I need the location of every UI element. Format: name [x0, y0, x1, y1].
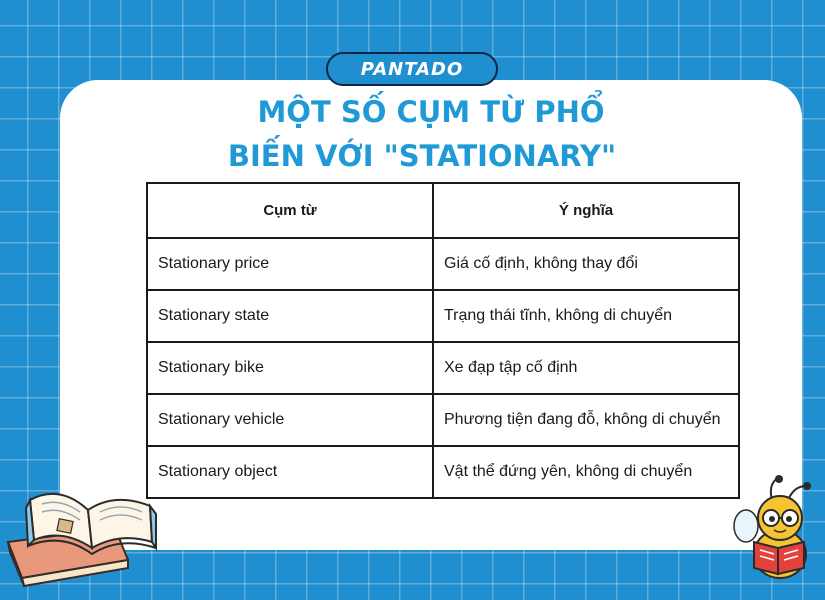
brand-logo-text: PANTADO	[360, 58, 464, 80]
phrase-cell: Stationary price	[147, 238, 433, 290]
page-title-line-2: BIẾN VỚI "STATIONARY"	[227, 139, 617, 173]
meaning-cell: Vật thể đứng yên, không di chuyển	[433, 446, 739, 498]
meaning-cell: Phương tiện đang đỗ, không di chuyển	[433, 394, 739, 446]
table-row	[147, 238, 739, 290]
table-row	[147, 446, 739, 498]
phrase-cell: Stationary vehicle	[147, 394, 433, 446]
phrase-cell: Stationary state	[147, 290, 433, 342]
open-book-stack-icon	[0, 470, 170, 595]
table-row	[147, 394, 739, 446]
reading-bee-mascot-icon	[732, 474, 822, 584]
column-header-meaning: Ý nghĩa	[433, 183, 739, 238]
meaning-cell: Xe đạp tập cố định	[433, 342, 739, 394]
phrases-table	[146, 182, 740, 499]
table-header-row	[147, 183, 739, 238]
column-header-phrase: Cụm từ	[147, 183, 433, 238]
meaning-cell: Giá cố định, không thay đổi	[433, 238, 739, 290]
page-title	[60, 90, 802, 178]
meaning-cell: Trạng thái tĩnh, không di chuyển	[433, 290, 739, 342]
phrase-cell: Stationary object	[147, 446, 433, 498]
table-row	[147, 290, 739, 342]
table-row	[147, 342, 739, 394]
phrase-cell: Stationary bike	[147, 342, 433, 394]
brand-logo-badge	[326, 52, 498, 86]
page-title-line-1: MỘT SỐ CỤM TỪ PHỔ	[257, 95, 605, 129]
